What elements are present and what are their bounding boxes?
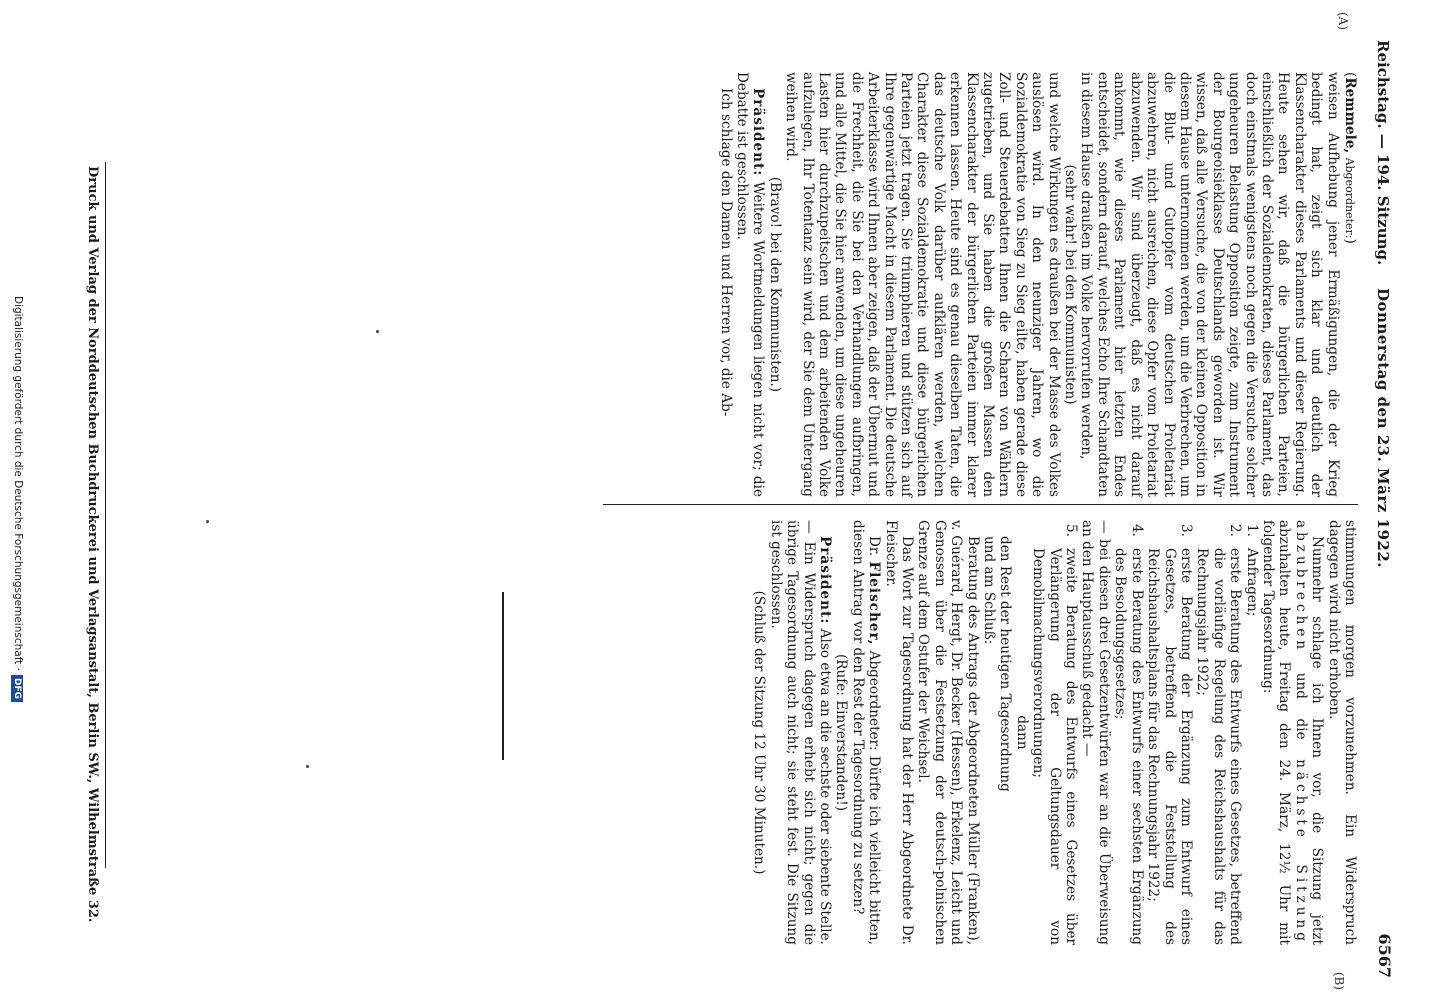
paragraph: stimmungen morgen vorzunehmen. Ein Widerspruch dagegen wird nicht erhoben. — [1325, 520, 1358, 945]
president-statement — [767, 520, 833, 945]
dfg-logo: DFG — [11, 675, 23, 702]
paragraph: weisen Aufhebung jener Ermäßigungen, die der Krieg bedingt hat, zeigt sich klar und deutlich der Klassencharakter dieses Parlaments und dieser Regierung. Heute sehen wir, daß die bürgerlichen Parteien, einschließlich der Sozialdemokraten, dieses Parlament, das doch einstmals wenigstens noch gegen die Versuche solcher ungeheuren Belastung Opposition zeigte, zum Instrument der Bourgeoisieklasse Deutschlands geworden ist. Wir wissen, daß alle Versuche, die von der kleinen Opposition in diesem Hause unternommen werden, um die Verbrechen, um die Blut- und Gutopfer vom deutschen Proletariat abzuwehren, nicht ausreichen, diese Opfer vom Proletariat abzuwenden. Wir sind überzeugt, daß es nicht darauf ankommt, wie dieses Parlament hier letzten Endes entscheidet, sondern darauf, welches Echo Ihre Schandtaten in diesem Hause draußen im Volke hervorrufen werden, — [1078, 72, 1341, 497]
agenda-intro — [1260, 520, 1326, 945]
paragraph: und am Schluß: — [981, 536, 998, 645]
item-text: erste Beratung des Entwurfs eines Gesetzes, betreffend die vorläufige Regelung des Reichshaushalts für das Rechnungsjahr 1922; — [1194, 548, 1244, 945]
paragraph: — bei diesen drei Gesetzentwürfen war an die Überweisung an den Hauptausschuß gedacht — — [1079, 520, 1112, 945]
speck — [376, 330, 379, 333]
item-text: erste Beratung des Entwurfs einer sechsten Ergänzung des Besoldungsgesetzes; — [1112, 548, 1145, 945]
footer-rule — [105, 162, 106, 868]
speaker-name: Präsident: — [817, 536, 833, 625]
item-text: erste Beratung der Ergänzung zum Entwurf eines Gesetzes, betreffend die Feststellung des Reichshaushaltsplans für das Rechnungsjahr 1922; — [1145, 548, 1194, 945]
speaker-name: Präsident: — [750, 88, 767, 177]
spaced-text: nächste Sitzung — [1292, 759, 1309, 946]
speaker-name: Fleischer, — [866, 561, 883, 646]
header-date: Donnerstag den 23. März 1922. — [1374, 288, 1392, 568]
item-number: 5. — [1063, 524, 1080, 537]
text-run: Nunmehr schlage ich Ihnen vor, die Sitzung jetzt — [1309, 536, 1326, 945]
digitization-note — [6, 4, 24, 994]
speaker-line: (Remmele, Abgeordneter:) — [1342, 72, 1358, 244]
paragraph: Beratung des Antrags der Abgeordneten Müller (Franken), v. Guérard, Hergt, Dr. Becker (Hessen), Erkelenz, Leicht und Genossen über die Festsetzung der deutsch-polnischen Grenze auf dem Ostufer der Weichsel. — [915, 520, 981, 945]
paragraph: Das Wort zur Tagesordnung hat der Herr Abgeordnete Dr. Fleischer. — [882, 520, 916, 945]
dfg-note-text: Digitalisierung gefördert durch die Deutsche Forschungsgemeinschaft · — [12, 295, 24, 672]
left-column — [717, 72, 1358, 497]
interjection: (Bravo! bei den Kommunisten.) — [766, 176, 783, 393]
item-text: Anfragen; — [1243, 548, 1260, 617]
margin-marker-a: (A) — [1336, 12, 1350, 31]
president-statement — [734, 72, 767, 497]
speck — [206, 520, 209, 523]
statement-text: Dürfte ich vielleicht bitten, diesen Antrag vor den Rest der Tagesordnung zu setzen? — [849, 520, 883, 945]
speaker-role: Abgeordneter: — [1343, 157, 1356, 239]
page-number: 6567 — [1375, 933, 1394, 978]
text-run: und die — [1292, 672, 1309, 740]
statement-text: Weitere Wortmeldungen liegen nicht vor; die Debatte ist geschlossen. — [733, 72, 767, 497]
text-run: abzuhalten heute, Freitag den 24. März, 12½ Uhr mit folgender Tagesordnung: — [1259, 520, 1293, 945]
text-run: Dr. — [866, 536, 883, 557]
agenda-item — [1145, 520, 1194, 945]
item-text: zweite Beratung des Entwurfs eines Gesetzes über Verlängerung der Geltungsdauer von Demobilmachungsverordnungen; — [1030, 548, 1080, 945]
column-divider — [603, 504, 1358, 505]
item-number: 4. — [1128, 524, 1145, 537]
agenda-item — [1194, 520, 1243, 945]
right-column — [751, 520, 1358, 945]
item-number: 2. — [1227, 524, 1244, 537]
speck — [306, 765, 309, 768]
interjection: (sehr wahr! bei den Kommunisten) — [1062, 164, 1079, 405]
speaker-name: Remmele, — [1342, 77, 1358, 154]
paragraph: dann — [1013, 715, 1030, 750]
item-number: 3. — [1177, 524, 1194, 537]
paragraph: und welche Wirkungen es draußen bei der Masse des Volkes auslösen wird. In den neunziger Jahren, wo die Sozialdemokratie von Sieg zu Sieg eilte, haben gerade diese Zoll- und Steuerdebatten Ihnen die Scharen von Wählern zugetrieben, und Sie haben die großen Massen den Klassencharakter der bürgerlichen Parteien immer klarer erkennen lassen. Heute sind es genau dieselben Taten, die das deutsche Volk darüber aufklären werden, welchen Charakter diese Sozialdemokratie und diese bürgerlichen Parteien jetzt tragen. Sie triumphieren und stützen sich auf Ihre gegenwärtige Macht in diesem Parlament. Die deutsche Arbeiterklasse wird Ihnen aber zeigen, daß der Übermut und die Frechheit, die Sie bei den Verhandlungen aufbringen, und alle Mittel, die Sie hier anwenden, um diese ungeheuren Lasten hier durchzupeitschen und dem arbeitenden Volke aufzulegen, Ihr Totentanz sein wird, der Sie dem Untergang weihen wird. — [783, 72, 1062, 497]
paragraph: den Rest der heutigen Tagesordnung — [997, 536, 1014, 792]
margin-marker-b: (B) — [1332, 971, 1346, 990]
agenda-item — [1112, 520, 1145, 945]
speaker-statement — [849, 520, 882, 945]
closing-note: (Schluß der Sitzung 12 Uhr 30 Minuten.) — [751, 590, 768, 875]
interjection: (Rufe: Einverstanden!) — [833, 653, 850, 812]
imprint-footer: Druck und Verlag der Norddeutschen Buchdruckerei und Verlagsanstalt, Berlin SW., Wilhelmstraße 32. — [85, 166, 100, 923]
speaker-role: Abgeordneter: — [866, 650, 883, 751]
spaced-text: abzubrechen — [1292, 520, 1309, 654]
header-title: Reichstag. — 194. Sitzung. — [1374, 40, 1392, 266]
section-rule — [502, 592, 504, 760]
statement-text: Also etwa an die sechste oder siebente Stelle. — Ein Widerspruch dagegen erhebt sich nicht; gegen die übrige Tagesordnung auch nicht; sie steht fest. Die Sitzung ist geschlossen. — [767, 520, 833, 946]
agenda-item — [1243, 520, 1259, 945]
paragraph: Ich schlage den Damen und Herren vor, die Ab- — [717, 88, 734, 417]
agenda-item — [1030, 520, 1079, 945]
item-number: 1. — [1243, 524, 1260, 537]
agenda-list — [1112, 520, 1260, 945]
page-header — [1368, 28, 1396, 988]
agenda-list — [1030, 520, 1079, 945]
